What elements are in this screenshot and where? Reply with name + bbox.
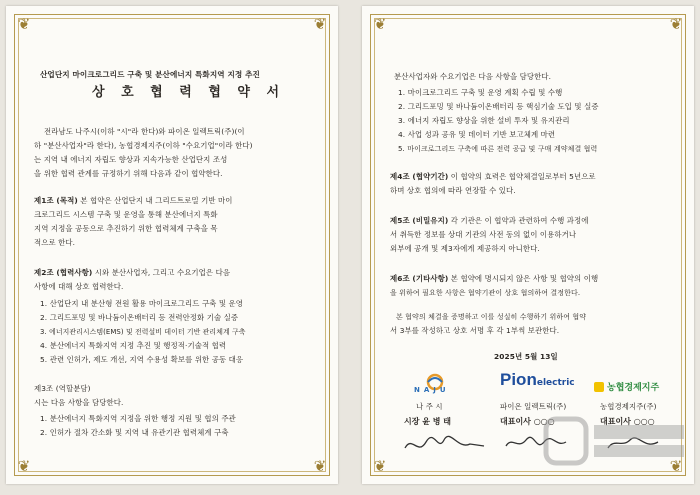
signer-name: 대표이사 ○○○ — [500, 417, 555, 426]
article-1-line: 크로그리드 시스템 구축 및 운영을 통해 분산에너지 특화 — [34, 210, 218, 219]
list-item: 1. 마이크로그리드 구축 및 운영 계획 수립 및 수행 — [398, 88, 563, 97]
intro-line: 는 지역 내 에너지 자립도 향상과 지속가능한 산업단지 조성 — [34, 155, 228, 164]
signature-icon — [400, 430, 490, 458]
article-5-line: 서 취득한 정보를 상대 기관의 사전 동의 없이 이용하거나 — [390, 230, 577, 239]
closing-line: 서 3부를 작성하고 상호 서명 후 각 1부씩 보관한다. — [390, 326, 560, 335]
corner-ornament-icon: ❦ — [313, 457, 327, 475]
article-5-line: 외부에 공개 및 제3자에게 제공하지 아니한다. — [390, 244, 540, 253]
intro-line: 을 위한 협력 관계를 규정하기 위해 다음과 같이 협약한다. — [34, 169, 223, 178]
corner-ornament-icon: ❦ — [373, 15, 387, 33]
list-item: 5. 마이크로그리드 구축에 따른 전력 공급 및 구매 계약체결 협력 — [398, 145, 598, 153]
list-item: 2. 인허가 절차 간소화 및 지역 내 유관기관 협력체계 구축 — [40, 428, 229, 437]
article-2-line: 제2조 (협력사항) 시와 분산사업자, 그리고 수요기업은 다음 — [34, 268, 231, 277]
signer-org: 나 주 시 — [416, 402, 443, 411]
signer-org: 농협경제지주(주) — [600, 402, 657, 411]
corner-ornament-icon: ❦ — [373, 457, 387, 475]
subtitle: 산업단지 마이크로그리드 구축 및 분산에너지 특화지역 지정 추진 — [40, 70, 260, 79]
role-line: 분산사업자와 수요기업은 다음 사항을 담당한다. — [394, 72, 552, 81]
closing-line: 본 협약의 체결을 증명하고 이를 성실히 수행하기 위하여 협약 — [396, 313, 587, 321]
list-item: 1. 분산에너지 특화지역 지정을 위한 행정 지원 및 협의 주관 — [40, 414, 236, 423]
list-item: 2. 그리드포밍 및 바나듐이온배터리 등 전력안정화 기술 실증 — [40, 313, 239, 322]
article-3-heading: 제3조 (역할분담) — [34, 384, 91, 393]
nh-symbol-icon — [594, 382, 604, 392]
article-4-line: 제4조 (협약기간) 이 협약의 효력은 협약체결일로부터 5년으로 — [390, 172, 596, 181]
intro-line: 하 "분산사업자"라 한다), 농협경제지주(이하 "수요기업"이라 한다) — [34, 141, 253, 150]
article-3-line: 시는 다음 사항을 담당한다. — [34, 398, 124, 407]
list-item: 5. 관련 인허가, 제도 개선, 지역 수용성 확보를 위한 공동 대응 — [40, 355, 244, 364]
corner-ornament-icon: ❦ — [669, 457, 683, 475]
list-item: 3. 에너지관리시스템(EMS) 및 전력설비 데이터 기반 관리체계 구축 — [40, 328, 246, 336]
article-5-line: 제5조 (비밀유지) 각 기관은 이 협약과 관련하여 수행 과정에 — [390, 216, 589, 225]
intro-line: 전라남도 나주시(이하 "시"라 한다)와 파이온 일렉트릭(주)(이 — [44, 127, 245, 136]
nh-economic-logo: 농협경제지주 — [594, 376, 674, 394]
article-6-line: 을 위하여 필요한 사항은 협약기관이 상호 협의하여 결정한다. — [390, 289, 581, 297]
list-item: 4. 분산에너지 특화지역 지정 추진 및 행정적·기술적 협력 — [40, 341, 227, 350]
corner-ornament-icon: ❦ — [669, 15, 683, 33]
document-title: 상 호 협 력 협 약 서 — [92, 85, 286, 100]
article-1-line: 지역 지정을 공동으로 추진하기 위한 협력체계 구축을 목 — [34, 224, 218, 233]
signer-name: 대표이사 ○○○ — [600, 417, 655, 426]
corner-ornament-icon: ❦ — [17, 15, 31, 33]
signer-name: 시장 윤 병 태 — [404, 417, 451, 426]
article-1-line: 적으로 한다. — [34, 238, 76, 247]
watermark-logo — [542, 413, 692, 473]
article-1-line: 제1조 (목적) 본 협약은 산업단지 내 그리드트로밀 기반 마이 — [34, 196, 233, 205]
naju-city-logo: NAJU — [400, 372, 470, 396]
signing-date: 2025년 5월 13일 — [494, 352, 558, 361]
pion-electric-logo: Pionelectric — [500, 370, 575, 389]
corner-ornament-icon: ❦ — [313, 15, 327, 33]
list-item: 2. 그리드포밍 및 바나듐이온배터리 등 핵심기술 도입 및 실증 — [398, 102, 599, 111]
list-item: 3. 에너지 자립도 향상을 위한 설비 투자 및 유지관리 — [398, 116, 570, 125]
signer-org: 파이온 일렉트릭(주) — [500, 402, 567, 411]
article-6-line: 제6조 (기타사항) 본 협약에 명시되지 않은 사항 및 협약의 이행 — [390, 274, 599, 283]
article-4-line: 하며 상호 협의에 따라 연장할 수 있다. — [390, 186, 516, 195]
corner-ornament-icon: ❦ — [17, 457, 31, 475]
list-item: 4. 사업 성과 공유 및 데이터 기반 보고체계 마련 — [398, 130, 556, 139]
agreement-page-1 — [6, 6, 338, 484]
list-item: 1. 산업단지 내 분산형 전원 활용 마이크로그리드 구축 및 운영 — [40, 299, 244, 308]
article-2-line: 사항에 대해 상호 협력한다. — [34, 282, 124, 291]
